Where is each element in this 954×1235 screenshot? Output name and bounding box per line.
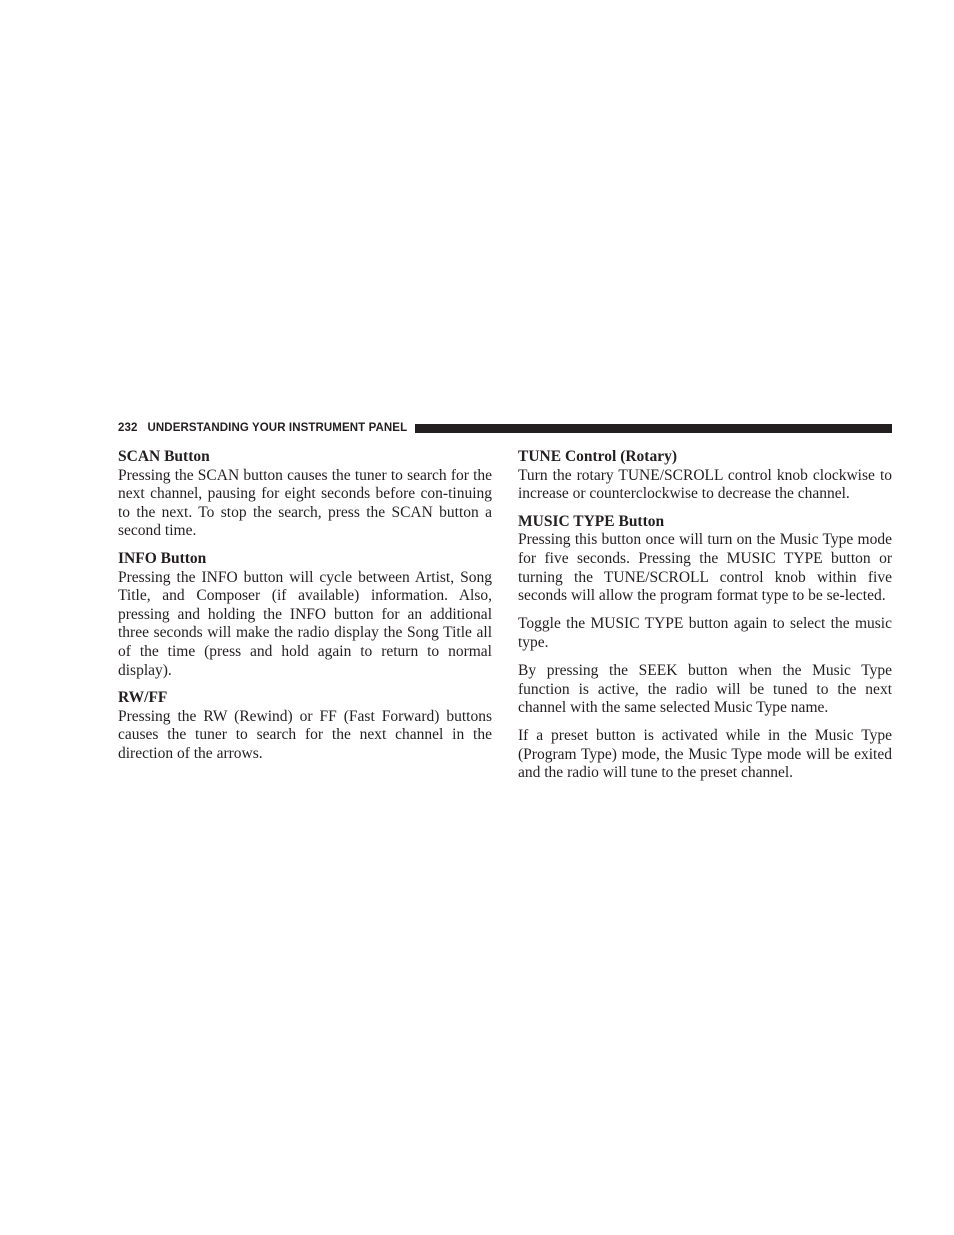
section-heading: TUNE Control (Rotary) — [518, 448, 678, 465]
paragraph: By pressing the SEEK button when the Music Type function is active, the radio will be tuned to the next channel with the same selected Music Type name. — [518, 661, 892, 717]
section-heading: MUSIC TYPE Button — [518, 512, 665, 530]
page-header — [118, 420, 892, 436]
section-heading: INFO Button — [118, 549, 207, 567]
section-scan-button — [118, 448, 492, 541]
section-rw-ff — [118, 689, 492, 763]
paragraph: Pressing the SCAN button causes the tuner to search for the next channel, pausing for eight seconds before con-tinuing to the next. To stop the search, press the SCAN button a second time. — [118, 466, 492, 540]
section-heading: SCAN Button — [118, 448, 210, 465]
section-info-button — [118, 550, 492, 680]
paragraph: If a preset button is activated while in the Music Type (Program Type) mode, the Music Type mode will be exited and the radio will tune to the preset channel. — [518, 727, 892, 782]
header-rule — [415, 424, 892, 433]
paragraph: Pressing this button once will turn on the Music Type mode for five seconds. Pressing the MUSIC TYPE button or turning the TUNE/SCROLL control knob within five seconds will allow the program format type to be se-lected. — [518, 531, 892, 605]
page-number: 232 — [118, 422, 138, 434]
paragraph: Turn the rotary TUNE/SCROLL control knob clockwise to increase or counterclockwise to decrease the channel. — [518, 466, 892, 503]
paragraph: Pressing the RW (Rewind) or FF (Fast Forward) buttons causes the tuner to search for the next channel in the direction of the arrows. — [118, 707, 492, 762]
right-column — [518, 448, 892, 792]
paragraph: Toggle the MUSIC TYPE button again to select the music type. — [518, 615, 892, 651]
section-heading: RW/FF — [118, 689, 168, 707]
section-music-type-button — [518, 513, 892, 783]
section-tune-control — [518, 448, 892, 504]
section-title: UNDERSTANDING YOUR INSTRUMENT PANEL — [147, 422, 408, 434]
paragraph: Pressing the INFO button will cycle between Artist, Song Title, and Composer (if available) information. Also, pressing and holding the INFO button for an additional three seconds will make the radio display the Song Title all of the time (press and hold again to return to normal display). — [118, 568, 492, 679]
left-column — [118, 448, 492, 773]
